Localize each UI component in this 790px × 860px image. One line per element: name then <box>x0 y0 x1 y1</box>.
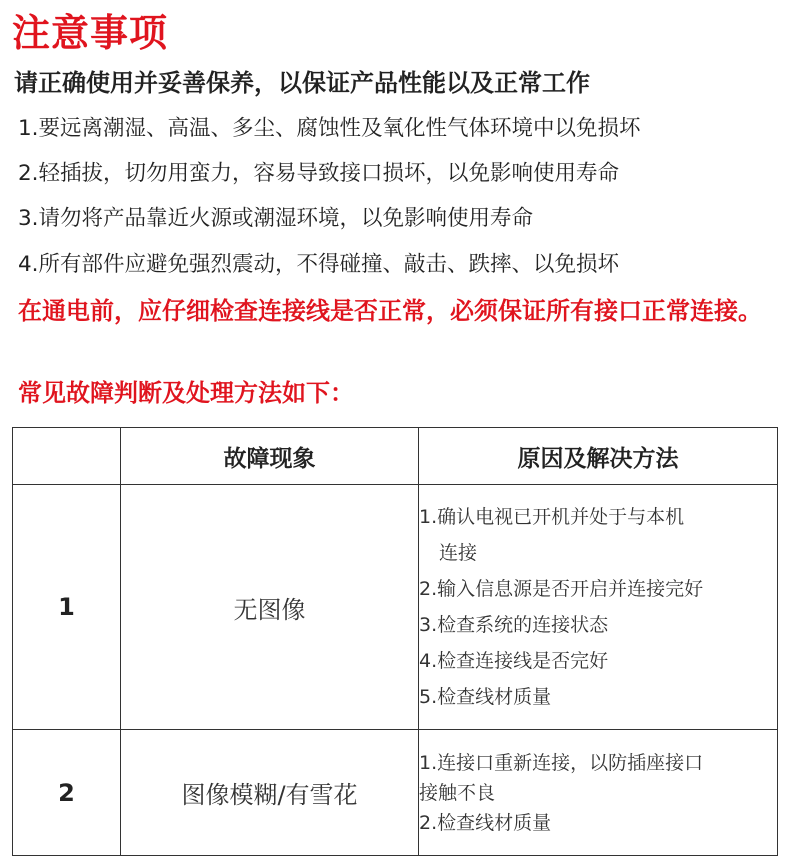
note-item-4: 4.所有部件应避免强烈震动，不得碰撞、敲击、跌摔、以免损坏 <box>18 252 620 277</box>
troubleshooting-heading: 常见故障判断及处理方法如下： <box>18 379 354 407</box>
note-item-1: 1.要远离潮湿、高温、多尘、腐蚀性及氧化性气体环境中以免损坏 <box>18 116 641 141</box>
page-title: 注意事项 <box>12 11 169 55</box>
row-solutions <box>419 485 778 730</box>
table-row <box>13 730 778 856</box>
solution-line: 2.检查线材质量 <box>419 811 552 834</box>
solution-line: 4.检查连接线是否完好 <box>419 650 609 672</box>
table-row <box>13 485 778 730</box>
solution-line: 5.检查线材质量 <box>419 686 552 708</box>
solution-line: 1.确认电视已开机并处于与本机 <box>419 506 685 528</box>
solution-line: 2.输入信息源是否开启并连接完好 <box>419 578 704 600</box>
solution-line: 接触不良 <box>419 781 496 804</box>
row-number: 2 <box>13 730 121 856</box>
row-symptom: 图像模糊/有雪花 <box>121 730 419 856</box>
power-warning: 在通电前，应仔细检查连接线是否正常，必须保证所有接口正常连接。 <box>18 297 762 325</box>
note-item-3: 3.请勿将产品靠近火源或潮湿环境，以免影响使用寿命 <box>18 206 534 231</box>
header-solution: 原因及解决方法 <box>419 428 778 485</box>
solution-line: 1.连接口重新连接，以防插座接口 <box>419 751 704 774</box>
table-header-row <box>13 428 778 485</box>
row-symptom: 无图像 <box>121 485 419 730</box>
fault-table <box>12 427 778 856</box>
header-symptom: 故障现象 <box>121 428 419 485</box>
row-number: 1 <box>13 485 121 730</box>
solution-line: 连接 <box>439 542 478 564</box>
header-number <box>13 428 121 485</box>
row-solutions <box>419 730 778 856</box>
note-item-2: 2.轻插拔，切勿用蛮力，容易导致接口损坏，以免影响使用寿命 <box>18 161 620 186</box>
solution-line: 3.检查系统的连接状态 <box>419 614 609 636</box>
page-subtitle: 请正确使用并妥善保养，以保证产品性能以及正常工作 <box>14 69 590 97</box>
